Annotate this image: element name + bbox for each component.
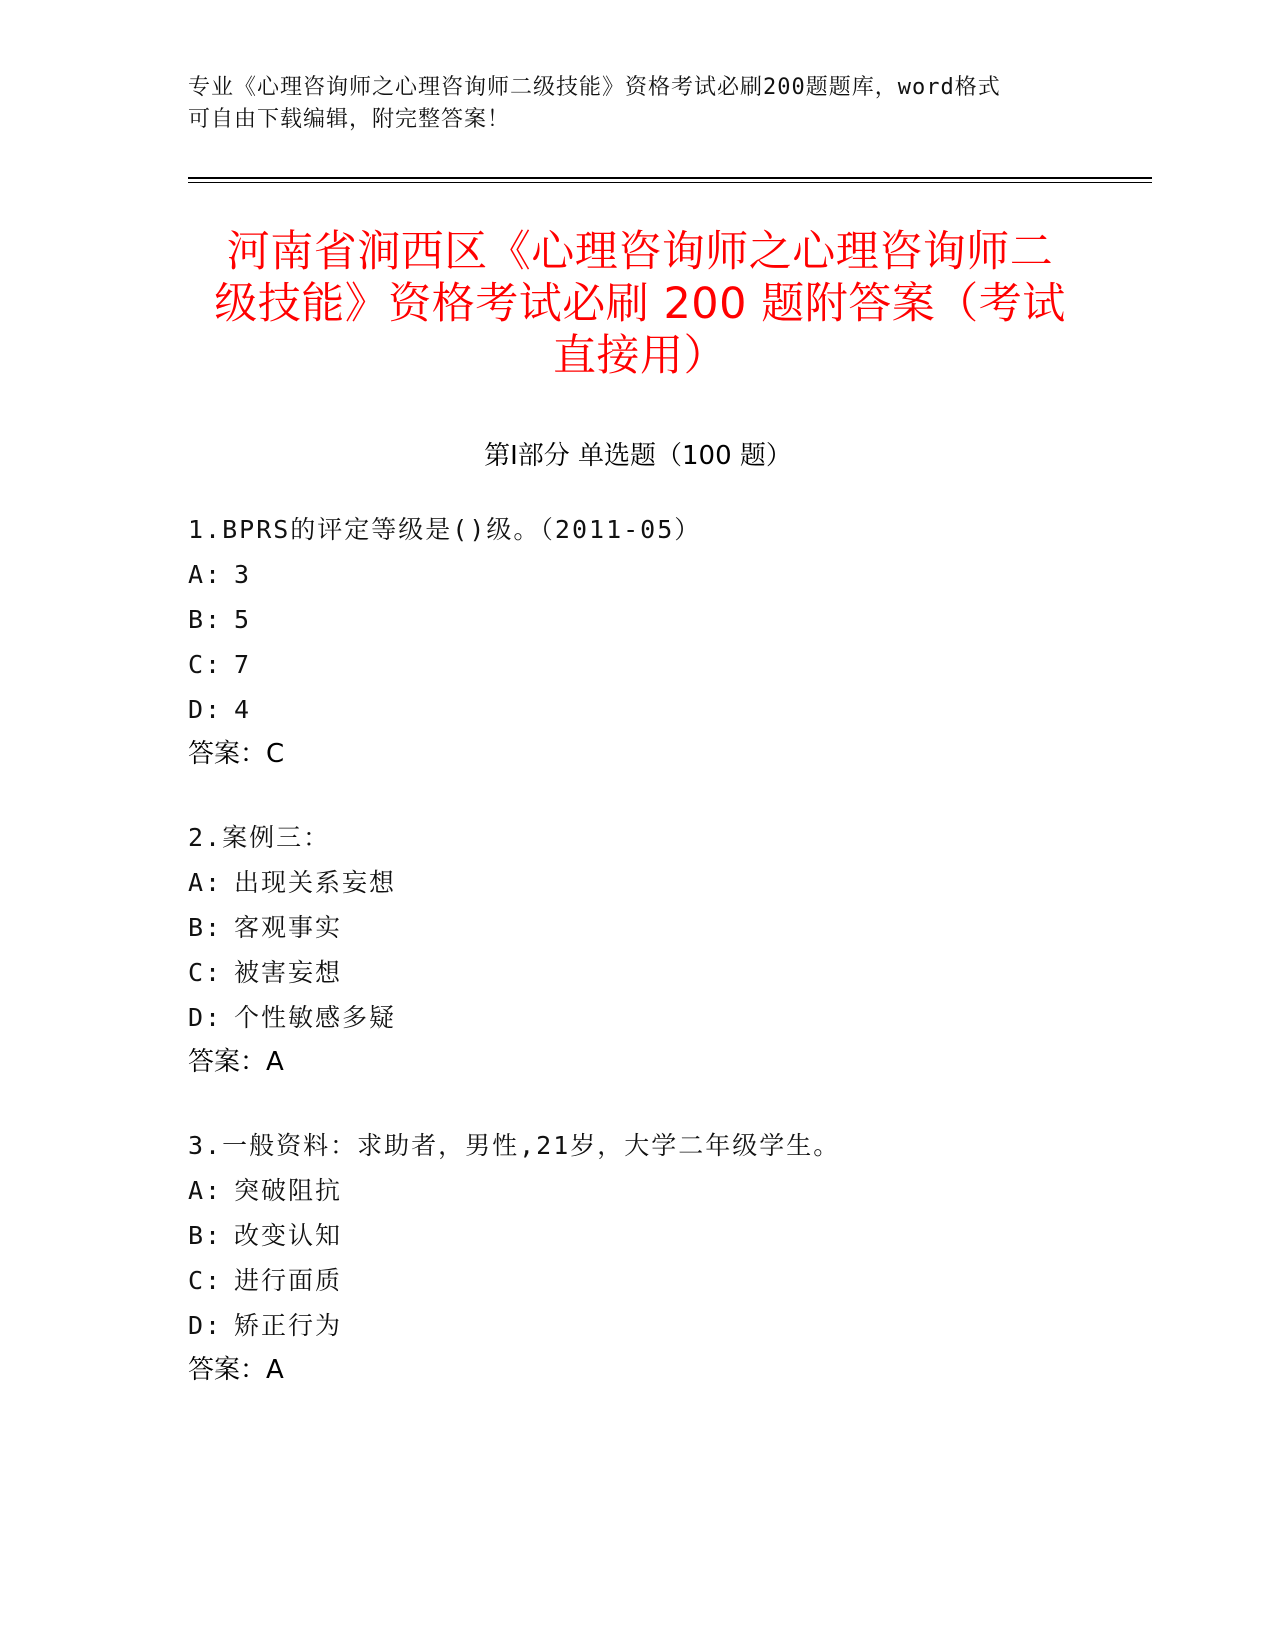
answer-line: 答案：C [188,739,285,769]
document-title-line-1: 河南省涧西区《心理咨询师之心理咨询师二 [226,227,1054,277]
section-heading: 第Ⅰ部分 单选题（100 题） [484,441,792,471]
option-text: 突破阻抗 [234,1176,343,1205]
option-letter: B: [188,605,223,634]
option-letter: A: [188,868,223,897]
option-text: 出现关系妄想 [234,868,397,897]
option-a [188,1168,1148,1213]
header-divider-thick [188,177,1152,179]
option-letter: C: [188,1266,223,1295]
question-2 [188,815,1148,1085]
option-text: 被害妄想 [234,958,343,987]
option-letter: A: [188,1176,223,1205]
option-text: 进行面质 [234,1266,343,1295]
question-stem: 2.案例三： [188,823,331,852]
option-letter: A: [188,560,223,589]
option-letter: D: [188,1311,223,1340]
question-3 [188,1123,1148,1393]
option-b [188,1213,1148,1258]
option-text: 个性敏感多疑 [234,1003,397,1032]
question-stem: 3.一般资料：求助者，男性,21岁，大学二年级学生。 [188,1131,841,1160]
option-b [188,905,1148,950]
option-text: 5 [234,605,252,634]
option-letter: D: [188,1003,223,1032]
header-note-line-1: 专业《心理咨询师之心理咨询师二级技能》资格考试必刷200题题库，word格式 [188,75,1001,100]
header-divider-thin [188,182,1152,183]
question-stem: 1.BPRS的评定等级是()级。（2011-05） [188,515,702,544]
option-text: 改变认知 [234,1221,343,1250]
document-title-line-2: 级技能》资格考试必刷 200 题附答案（考试 [214,279,1066,329]
option-letter: D: [188,695,223,724]
option-text: 3 [234,560,252,589]
option-text: 4 [234,695,252,724]
answer-line: 答案：A [188,1047,284,1077]
option-letter: C: [188,958,223,987]
option-d [188,1303,1148,1348]
answer-line: 答案：A [188,1355,284,1385]
option-b [188,597,1148,642]
option-letter: B: [188,913,223,942]
option-letter: C: [188,650,223,679]
option-text: 7 [234,650,252,679]
header-note-line-2: 可自由下载编辑，附完整答案！ [188,107,511,132]
option-d [188,995,1148,1040]
option-c [188,642,1148,687]
option-c [188,1258,1148,1303]
document-title-line-3: 直接用） [553,331,727,381]
option-a [188,860,1148,905]
option-a [188,552,1148,597]
option-c [188,950,1148,995]
question-1 [188,507,1148,777]
option-d [188,687,1148,732]
option-text: 客观事实 [234,913,343,942]
option-text: 矫正行为 [234,1311,343,1340]
option-letter: B: [188,1221,223,1250]
document-title [180,226,1100,382]
header-note [188,72,1068,136]
